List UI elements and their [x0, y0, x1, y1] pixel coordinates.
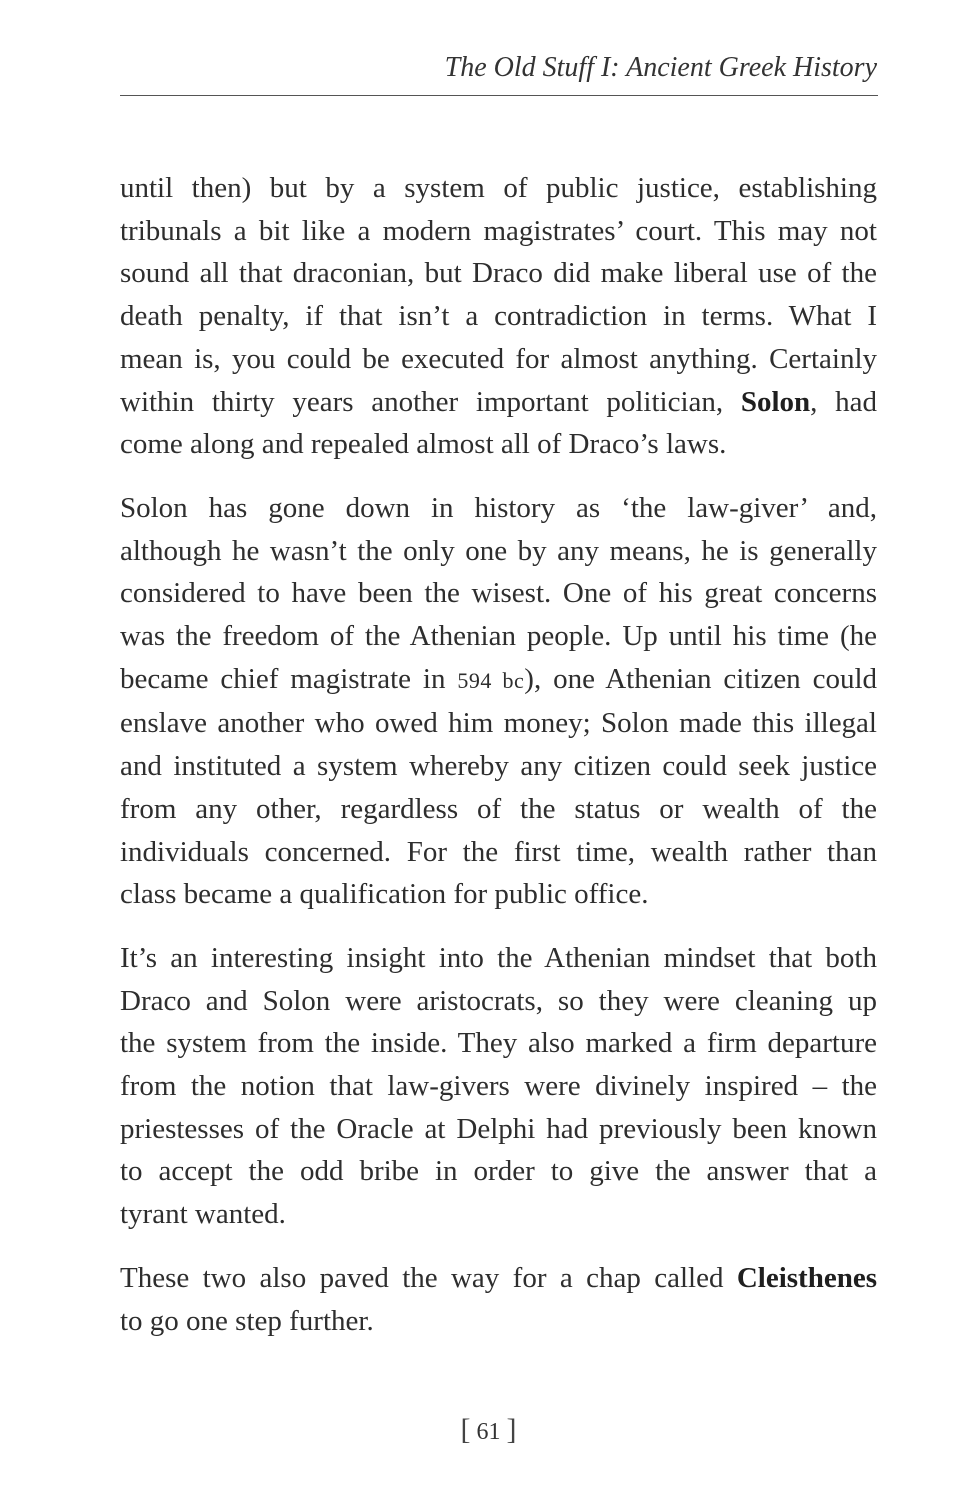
- text-line: to accept the odd bribe in order to give the answer that a: [120, 1155, 877, 1188]
- text-line: although he wasn’t the only one by any means, he is generally: [120, 534, 877, 567]
- text-run: ), one Athenian citizen could: [524, 662, 877, 695]
- text-run: within thirty years another important politician,: [120, 385, 741, 418]
- date-text: 594 bc: [457, 667, 525, 693]
- text-line: [120, 1257, 877, 1300]
- bold-name-cleisthenes: Cleisthenes: [736, 1261, 877, 1294]
- text-line: [120, 381, 877, 424]
- text-line: from the notion that law-givers were divinely inspired – the: [120, 1070, 877, 1103]
- text-line: considered to have been the wisest. One of his great concerns: [120, 577, 877, 610]
- page-number-value: 61: [476, 1419, 501, 1445]
- paragraph: [120, 487, 877, 916]
- right-bracket-icon: ]: [506, 1413, 517, 1446]
- text-line: death penalty, if that isn’t a contradiction in terms. What I: [120, 300, 877, 333]
- header-rule: [120, 95, 878, 96]
- text-line: the system from the inside. They also marked a firm departure: [120, 1027, 877, 1060]
- text-line: and instituted a system whereby any citizen could seek justice: [120, 750, 877, 783]
- text-run: , had: [810, 385, 877, 418]
- text-line: Draco and Solon were aristocrats, so they were cleaning up: [120, 984, 877, 1017]
- text-line: was the freedom of the Athenian people. Up until his time (he: [120, 620, 877, 653]
- text-line: to go one step further.: [120, 1304, 374, 1337]
- bold-name-solon: Solon: [740, 385, 811, 418]
- body-text: [120, 167, 877, 1363]
- text-line: enslave another who owed him money; Solon made this illegal: [120, 707, 877, 740]
- left-bracket-icon: [: [460, 1413, 471, 1446]
- text-run: became chief magistrate in: [120, 662, 458, 695]
- text-line: [120, 658, 877, 703]
- text-line: individuals concerned. For the first time, wealth rather than: [120, 835, 877, 868]
- text-line: until then) but by a system of public justice, establishing: [120, 172, 877, 204]
- paragraph: [120, 167, 877, 466]
- text-run: These two also paved the way for a chap called: [120, 1261, 737, 1294]
- running-header-title: The Old Stuff I: Ancient Greek History: [444, 52, 877, 83]
- text-line: Solon has gone down in history as ‘the law-giver’ and,: [120, 491, 877, 524]
- text-line: come along and repealed almost all of Draco’s laws.: [120, 428, 727, 461]
- text-line: It’s an interesting insight into the Athenian mindset that both: [120, 941, 877, 974]
- page-number: [0, 1413, 977, 1447]
- paragraph: [120, 937, 877, 1236]
- text-line: tribunals a bit like a modern magistrates’ court. This may not: [120, 214, 877, 247]
- text-line: class became a qualification for public office.: [120, 878, 649, 911]
- text-line: sound all that draconian, but Draco did make liberal use of the: [120, 257, 877, 290]
- paragraph: [120, 1257, 877, 1342]
- text-line: priestesses of the Oracle at Delphi had previously been known: [120, 1112, 877, 1145]
- text-line: tyrant wanted.: [120, 1198, 286, 1231]
- text-line: mean is, you could be executed for almost anything. Certainly: [120, 342, 877, 375]
- text-line: from any other, regardless of the status or wealth of the: [120, 792, 877, 825]
